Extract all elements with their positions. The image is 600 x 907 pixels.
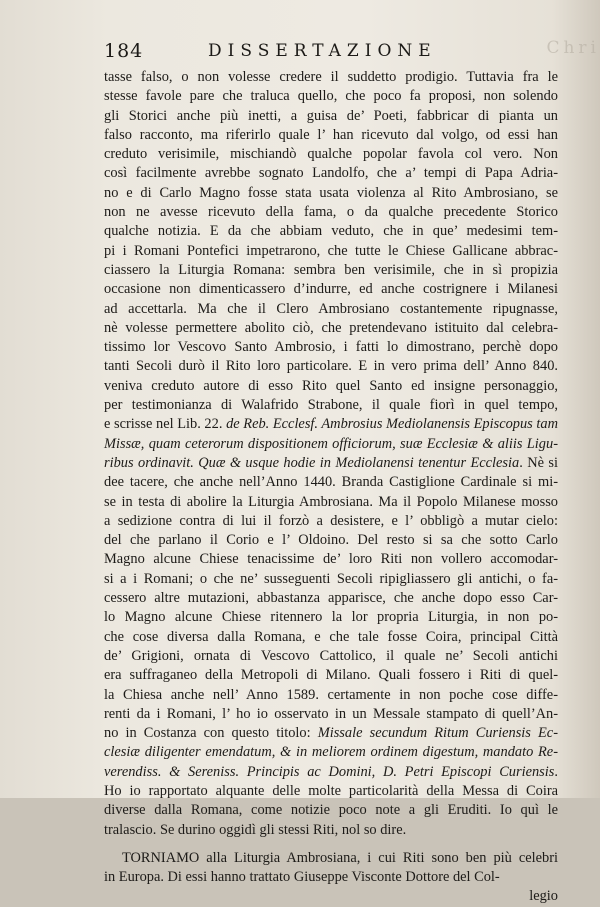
text-line: qualche notizia. E da che abbiam veduto, che in que’ medesimi tem-: [104, 223, 558, 240]
text-line: gli Storici anche più inetti, a guisa de’ Poeti, fabbricar di pianta un: [104, 107, 558, 124]
text-line: tissimo lor Vescovo Santo Ambrosio, i fatti lo dimostrano, perchè dopo: [104, 339, 558, 356]
text-line: diverse dalla Romana, come notizie poco note a gli Eruditi. Io quì le: [104, 802, 558, 819]
text-line: la Chiesa anche nell’ Anno 1589. certamente in non poche cose diffe-: [104, 686, 558, 703]
body-text: [104, 68, 558, 907]
text-line: Magno alcune Chiese tenacissime de’ loro Riti non vollero accomodar-: [104, 551, 558, 568]
text-line: dee tacere, che anche nell’Anno 1440. Branda Castiglione Cardinale si mi-: [104, 474, 558, 491]
text-line: verendiss. & Sereniss. Principis ac Domini, D. Petri Episcopi Curiensis.: [104, 763, 558, 780]
text-line: creduto verisimile, mischiandò qualche popolar favola col vero. Non: [104, 146, 558, 163]
text-line: così facilmente avrebbe sognato Landolfo, che a’ tempi di Papa Adria-: [104, 165, 558, 182]
text-line: occasione non dimenticassero d’indurre, ed anche costrignere i Milanesi: [104, 281, 558, 298]
text-line: veniva creduto autore di esso Rito quel Santo ed insigne personaggio,: [104, 377, 558, 394]
text-line: Missæ, quam ceterorum dispositionem officiorum, suæ Ecclesiæ & aliis Ligu-: [104, 435, 558, 452]
text-line: tasse falso, o non volesse credere il suddetto prodigio. Tuttavia fra le: [104, 69, 558, 85]
text-line: de’ Grigioni, ornata di Vescovo Cattolico, il quale ne’ Secoli antichi: [104, 647, 558, 664]
catchword: legio: [529, 888, 558, 905]
text-line: Ho io rapportato alquante delle molte particolarità della Messa di Coira: [104, 782, 558, 799]
text-line: pi i Romani Pontefici impetrarono, che tutte le Chiese Gallicane abbrac-: [104, 242, 558, 259]
text-line: no in Costanza con questo titolo: Missale secundum Ritum Curiensis Ec-: [104, 725, 558, 742]
text-line: tanti Secoli durò il Rito loro particolare. E in vero prima dell’ Anno 840.: [104, 358, 558, 375]
text-line: per testimonianza di Walafrido Strabone, il quale fiorì in quel tempo,: [104, 397, 558, 414]
text-line: TORNIAMO alla Liturgia Ambrosiana, i cui Riti sono ben più celebri: [122, 849, 558, 866]
text-line: no e di Carlo Magno fosse stata usata violenza al Rito Ambrosiano, se: [104, 184, 558, 201]
text-line: si a i Romani; o che ne’ susseguenti Secoli ripigliassero gli antichi, o fa-: [104, 570, 558, 587]
text-line: clesiæ diligenter emendatum, & in meliorem ordinem digestum, mandato Re-: [104, 744, 558, 761]
text-line: del che parlano il Corio e l’ Oldoino. Del resto si sa che sotto Carlo: [104, 532, 558, 549]
text-line: a sedizione contra di lui il forzò a desistere, e l’ obbligò a mutar cielo:: [104, 512, 558, 529]
text-line: non ne avesse ricevuto della fama, o da qualche precedente Storico: [104, 204, 558, 221]
text-line: ribus ordinavit. Quæ & usque hodie in Mediolanensi tenentur Ecclesia. Nè si: [104, 454, 559, 471]
text-line: lo Magno alcune Chiese ritennero la lor propria Liturgia, in non po-: [104, 609, 558, 626]
running-head: DISSERTAZIONE: [208, 41, 437, 61]
text-line: falso racconto, ma riferirlo quale l’ han ricevuto dal volgo, od essi han: [104, 126, 558, 143]
text-line: nè volesse permettere abolito ciò, che pretendevano istituito dal celebra-: [104, 319, 558, 336]
text-line: renti da i Romani, l’ ho io osservato in un Messale stampato di quell’An-: [104, 705, 558, 722]
text-line: ad accettarla. Ma che il Clero Ambrosiano costantemente ripugnasse,: [104, 300, 558, 317]
text-line: in Europa. Di essi hanno trattato Giuseppe Visconte Dottore del Col-: [104, 869, 500, 886]
text-line: che cose diversa dalla Romana, e che tale fosse Coira, principal Città: [104, 628, 558, 645]
text-line: tralascio. Se durino oggidì gli stessi Riti, nol so dire.: [104, 821, 407, 838]
page-number: 184: [104, 40, 144, 62]
page-header: [90, 40, 540, 66]
bleed-through-text: Chri: [546, 38, 600, 58]
text-line: era suffraganeo della Metropoli di Milano. Quali fossero i Riti di quel-: [104, 667, 558, 684]
text-line: e scrisse nel Lib. 22. de Reb. Ecclesf. Ambrosius Mediolanensis Episcopus tam: [104, 416, 558, 433]
text-line: ciassero la Liturgia Romana: sembra ben verisimile, che in sì propizia: [104, 261, 558, 278]
text-line: cessero altre mutazioni, abbastanza apparisce, che anche dopo esso Car-: [104, 590, 558, 607]
text-line: se in testa di abolire la Liturgia Ambrosiana. Ma il Popolo Milanese mosso: [104, 493, 558, 510]
text-line: stesse favole pare che traluca quello, che poco fa proposi, non solendo: [104, 88, 558, 105]
